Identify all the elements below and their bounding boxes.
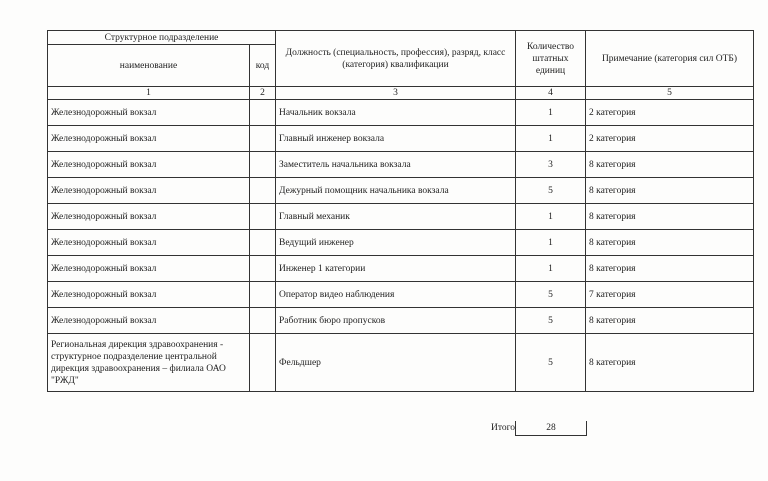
position-cell: Дежурный помощник начальника вокзала	[276, 178, 516, 204]
note-cell: 7 категория	[586, 282, 754, 308]
note-cell: 2 категория	[586, 100, 754, 126]
note-cell: 8 категория	[586, 152, 754, 178]
count-cell: 5	[516, 308, 586, 334]
table-row	[48, 204, 754, 230]
table-row	[48, 282, 754, 308]
unit-code-cell	[250, 230, 276, 256]
table-row	[48, 230, 754, 256]
position-cell: Инженер 1 категории	[276, 256, 516, 282]
count-cell: 1	[516, 204, 586, 230]
unit-code-cell	[250, 178, 276, 204]
unit-code-cell	[250, 204, 276, 230]
position-cell: Работник бюро пропусков	[276, 308, 516, 334]
column-number: 1	[48, 87, 250, 100]
header-note: Примечание (категория сил ОТБ)	[586, 31, 754, 87]
position-cell: Начальник вокзала	[276, 100, 516, 126]
table-row	[48, 334, 754, 392]
total-label: Итого	[490, 423, 515, 433]
count-cell: 1	[516, 100, 586, 126]
column-number-row	[48, 87, 754, 100]
unit-name-cell: Железнодорожный вокзал	[48, 230, 250, 256]
note-cell: 8 категория	[586, 334, 754, 392]
note-cell: 8 категория	[586, 178, 754, 204]
column-number: 3	[276, 87, 516, 100]
table-row	[48, 152, 754, 178]
total-value: 28	[515, 421, 587, 436]
position-cell: Заместитель начальника вокзала	[276, 152, 516, 178]
unit-name-cell: Железнодорожный вокзал	[48, 100, 250, 126]
unit-name-cell: Железнодорожный вокзал	[48, 308, 250, 334]
unit-code-cell	[250, 126, 276, 152]
position-cell: Оператор видео наблюдения	[276, 282, 516, 308]
column-number: 2	[250, 87, 276, 100]
unit-code-cell	[250, 282, 276, 308]
unit-name-cell: Региональная дирекция здравоохранения - структурное подразделение центральной дирекция здравоохранения – филиала ОАО "РЖД"	[48, 334, 250, 392]
note-cell: 8 категория	[586, 308, 754, 334]
unit-code-cell	[250, 334, 276, 392]
unit-code-cell	[250, 308, 276, 334]
count-cell: 3	[516, 152, 586, 178]
header-structural-unit: Структурное подразделение	[48, 31, 276, 45]
unit-name-cell: Железнодорожный вокзал	[48, 152, 250, 178]
header-count: Количество штатных единиц	[516, 31, 586, 87]
unit-name-cell: Железнодорожный вокзал	[48, 204, 250, 230]
staffing-table	[47, 30, 754, 392]
table-row	[48, 100, 754, 126]
unit-name-cell: Железнодорожный вокзал	[48, 126, 250, 152]
position-cell: Главный механик	[276, 204, 516, 230]
unit-code-cell	[250, 100, 276, 126]
count-cell: 5	[516, 282, 586, 308]
count-cell: 5	[516, 178, 586, 204]
unit-code-cell	[250, 152, 276, 178]
unit-name-cell: Железнодорожный вокзал	[48, 256, 250, 282]
table-row	[48, 126, 754, 152]
header-position: Должность (специальность, профессия), разряд, класс (категория) квалификации	[276, 31, 516, 87]
count-cell: 1	[516, 126, 586, 152]
note-cell: 8 категория	[586, 230, 754, 256]
header-unit-code: код	[250, 45, 276, 87]
count-cell: 1	[516, 256, 586, 282]
unit-name-cell: Железнодорожный вокзал	[48, 178, 250, 204]
position-cell: Ведущий инженер	[276, 230, 516, 256]
count-cell: 5	[516, 334, 586, 392]
note-cell: 8 категория	[586, 256, 754, 282]
unit-code-cell	[250, 256, 276, 282]
header-unit-name: наименование	[48, 45, 250, 87]
table-row	[48, 308, 754, 334]
unit-name-cell: Железнодорожный вокзал	[48, 282, 250, 308]
position-cell: Главный инженер вокзала	[276, 126, 516, 152]
column-number: 5	[586, 87, 754, 100]
table-row	[48, 178, 754, 204]
table-row	[48, 256, 754, 282]
note-cell: 8 категория	[586, 204, 754, 230]
position-cell: Фельдшер	[276, 334, 516, 392]
count-cell: 1	[516, 230, 586, 256]
header-row-1	[48, 31, 754, 45]
column-number: 4	[516, 87, 586, 100]
note-cell: 2 категория	[586, 126, 754, 152]
